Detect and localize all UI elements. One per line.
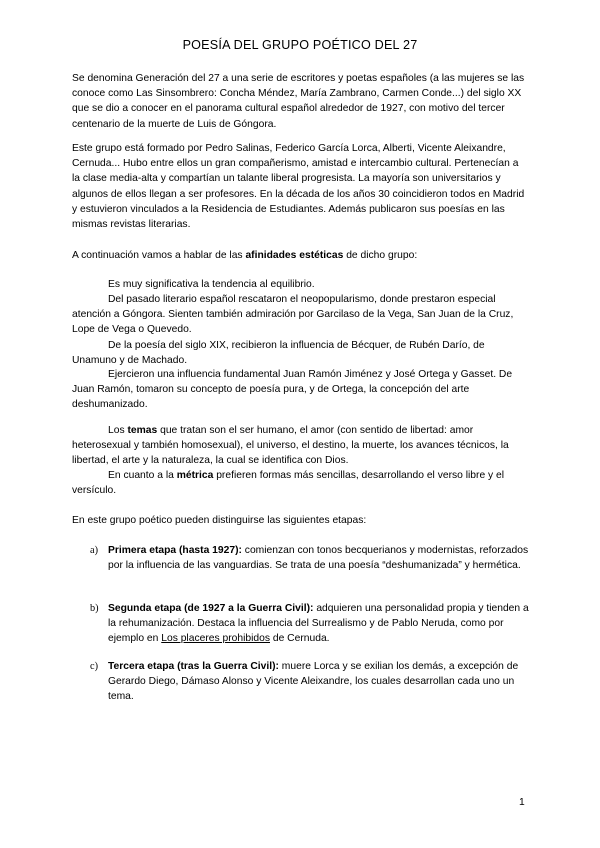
- group-paragraph: Este grupo está formado por Pedro Salinas, Federico García Lorca, Alberti, Vicente Aleixandre, Cernuda... Hubo entre ellos un gran compañerismo, amistad e intercambio cultural. Pertenecían a la clase media-alta y compartían un talante liberal progresista. La mayoría son universitarios y algunos de ellos llegan a ser profesores. En la década de los años 30 coincidieron todos en Madrid y estuvieron vinculados a la Residencia de Estudiantes. Además publicaron sus poesías en las mismas revistas literarias.: [72, 143, 525, 231]
- stages-intro: En este grupo poético pueden distinguirse las siguientes etapas:: [72, 515, 367, 526]
- stage-item: b) Segunda etapa (de 1927 a la Guerra Civil): adquieren una personalidad propia y tienden a la rehumanización. Destaca la influencia del Surrealismo y de Pablo Neruda, como por ejemplo en Los placeres prohibidos de Cernuda.: [90, 603, 529, 645]
- metrics-paragraph: En cuanto a la métrica prefieren formas más sencillas, desarrollando el verso libre y el versículo.: [72, 470, 505, 497]
- page-title: POESÍA DEL GRUPO POÉTICO DEL 27: [182, 38, 418, 52]
- stage-item: c) Tercera etapa (tras la Guerra Civil): muere Lorca y se exilian los demás, a excepción de Gerardo Diego, Dámaso Alonso y Vicente Aleixandre, los cuales desarrollan cada uno un tema.: [90, 661, 519, 703]
- work-title-link: Los placeres prohibidos: [161, 633, 270, 645]
- themes-bold: temas: [127, 425, 158, 436]
- affinity-jrj-ortega: Ejercieron una influencia fundamental Juan Ramón Jiménez y José Ortega y Gasset. De Juan Ramón, tomaron su concepto de poesía pura, y de Ortega, la concepción del arte deshumanizado.: [72, 369, 513, 411]
- stage-item: a) Primera etapa (hasta 1927): comienzan con tonos becquerianos y modernistas, reforzados por la influencia de las vanguardias. Se trata de una poesía “deshumanizada” y hermética.: [90, 545, 529, 572]
- affinities-intro: A continuación vamos a hablar de las afinidades estéticas de dicho grupo:: [72, 250, 418, 261]
- affinity-xix-century: De la poesía del siglo XIX, recibieron la influencia de Bécquer, de Rubén Darío, de Unamuno y de Machado.: [72, 340, 485, 367]
- list-marker: b): [90, 603, 99, 614]
- list-marker: c): [90, 661, 98, 672]
- page-number: 1: [519, 797, 525, 808]
- themes-paragraph: Los temas que tratan son el ser humano, el amor (con sentido de libertad: amor heterosexual y también homosexual), el universo, el destino, la muerte, los avances técnicos, la libertad, el arte y la naturaleza, la cual se identifica con Dios.: [72, 425, 509, 467]
- affinities-bold: afinidades estéticas: [245, 250, 344, 261]
- list-marker: a): [90, 545, 98, 556]
- affinity-equilibrium: Es muy significativa la tendencia al equilibrio.: [108, 279, 315, 290]
- intro-paragraph: Se denomina Generación del 27 a una serie de escritores y poetas españoles (a las mujeres se las conoce como Las Sinsombrero: Concha Méndez, María Zambrano, Carmen Conde...) del siglo XX que se dio a conocer en el panorama cultural español alrededor de 1927, con motivo del tercer centenario de la muerte de Luis de Góngora.: [72, 73, 525, 130]
- metrics-bold: métrica: [176, 470, 214, 481]
- affinity-literary-past: Del pasado literario español rescataron el neopopularismo, donde prestaron especial atención a Góngora. Sienten también admiración por Garcilaso de la Vega, San Juan de la Cruz, Lope de Vega o Quevedo.: [72, 294, 514, 336]
